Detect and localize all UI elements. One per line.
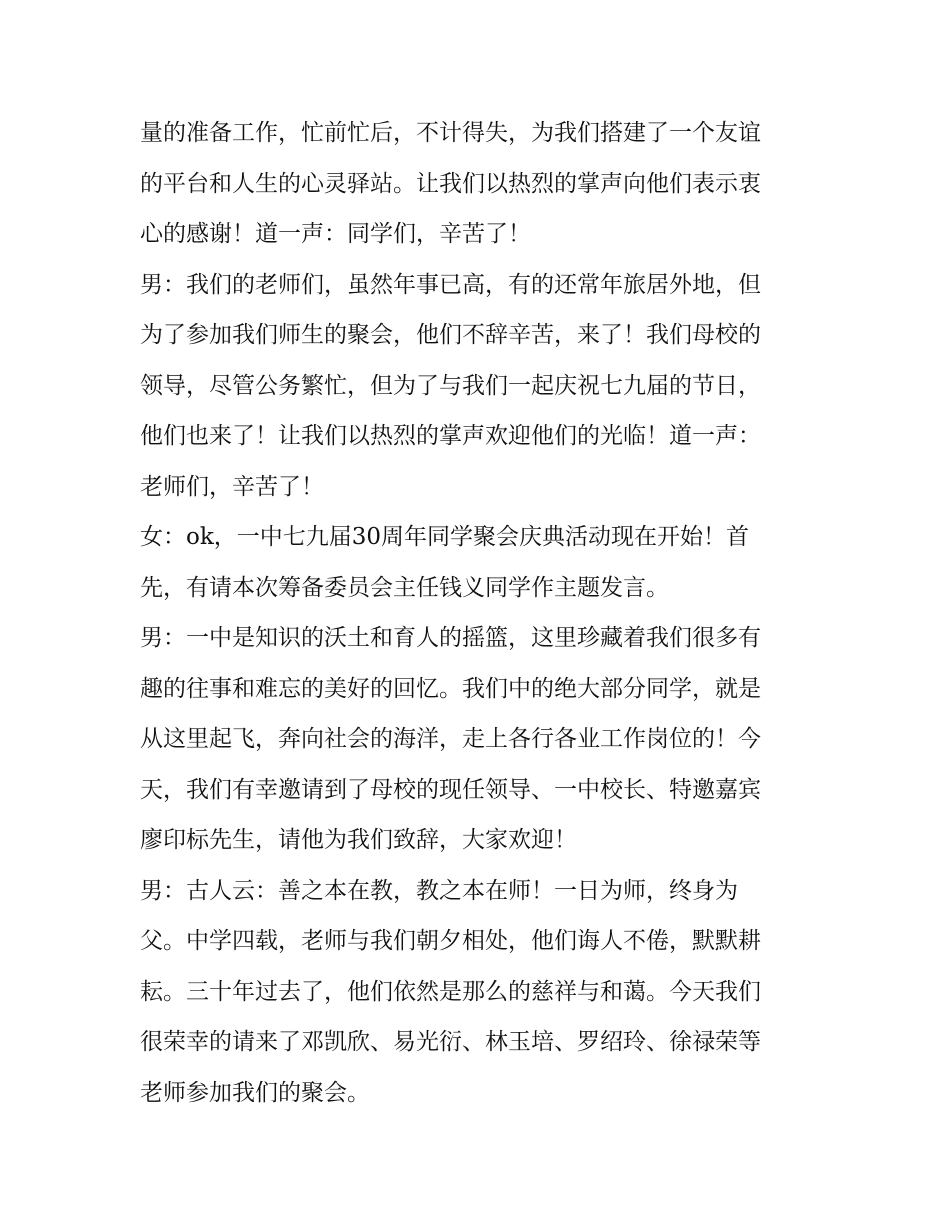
text-line: 很荣幸的请来了邓凯欣、易光衍、林玉培、罗绍玲、徐禄荣等 xyxy=(140,1029,761,1055)
text-line: 量的准备工作，忙前忙后，不计得失，为我们搭建了一个友谊 xyxy=(140,120,761,146)
text-line: 耘。三十年过去了，他们依然是那么的慈祥与和蔼。今天我们 xyxy=(140,978,761,1005)
text-line: 先，有请本次筹备委员会主任钱义同学作主题发言。 xyxy=(140,574,669,601)
text-line: 天，我们有幸邀请到了母校的现任领导、一中校长、特邀嘉宾 xyxy=(140,776,761,803)
text-line: 男：我们的老师们，虽然年事已高，有的还常年旅居外地，但 xyxy=(140,271,761,298)
text-line: 领导，尽管公务繁忙，但为了与我们一起庆祝七九届的节日， xyxy=(140,372,761,399)
text-line: 从这里起飞，奔向社会的海洋，走上各行各业工作岗位的！今 xyxy=(140,726,761,752)
text-line: 为了参加我们师生的聚会，他们不辞辛苦，来了！我们母校的 xyxy=(140,322,761,348)
document-body xyxy=(140,108,820,1118)
text-line: 男：一中是知识的沃土和育人的摇篮，这里珍藏着我们很多有 xyxy=(140,625,761,651)
text-line: 老师们，辛苦了！ xyxy=(140,473,324,500)
text-line: 的平台和人生的心灵驿站。让我们以热烈的掌声向他们表示衷 xyxy=(140,170,761,197)
text-line: 心的感谢！道一声：同学们，辛苦了！ xyxy=(140,221,531,247)
text-line: 男：古人云：善之本在教，教之本在师！一日为师，终身为 xyxy=(140,877,738,904)
text-line: 女：ok，一中七九届30周年同学聚会庆典活动现在开始！首 xyxy=(140,524,750,550)
text-line: 廖印标先生，请他为我们致辞，大家欢迎！ xyxy=(140,827,577,853)
text-line: 他们也来了！让我们以热烈的掌声欢迎他们的光临！道一声： xyxy=(140,423,761,449)
text-line: 父。中学四载，老师与我们朝夕相处，他们诲人不倦，默默耕 xyxy=(140,928,761,954)
text-line: 趣的往事和难忘的美好的回忆。我们中的绝大部分同学，就是 xyxy=(140,675,761,702)
text-line: 老师参加我们的聚会。 xyxy=(140,1079,370,1106)
